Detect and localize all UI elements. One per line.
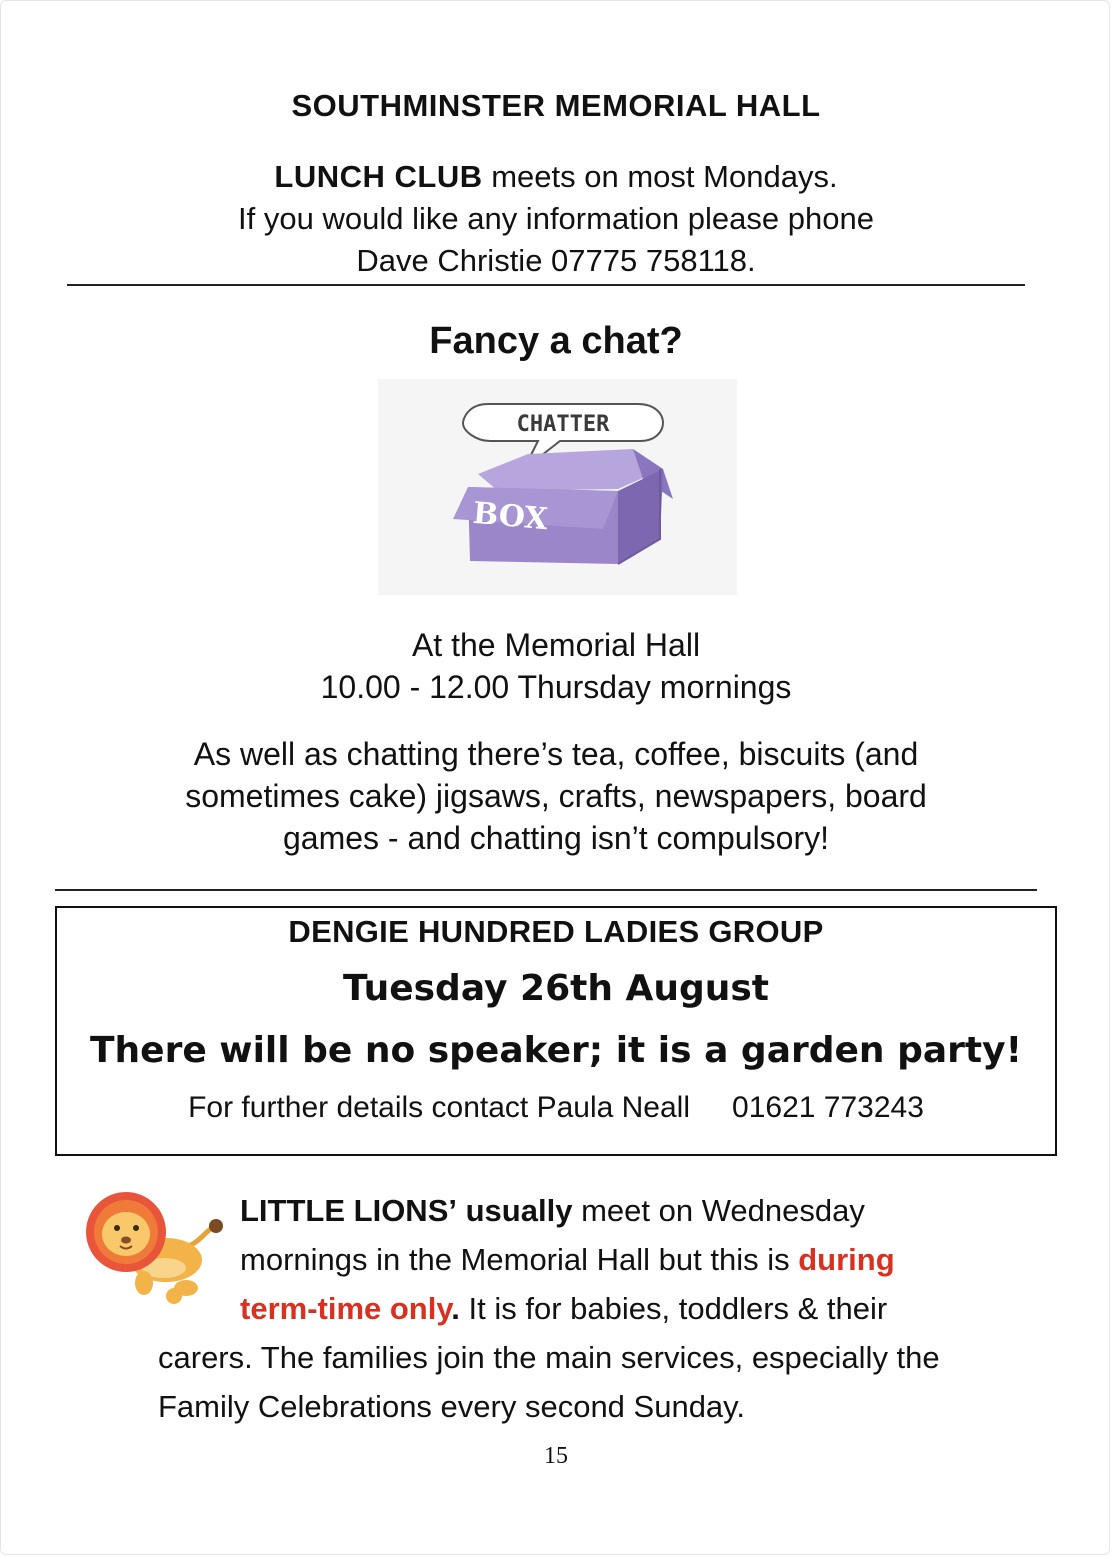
lion-nose xyxy=(121,1237,131,1244)
lunch-line-2: If you would like any information please phone xyxy=(238,201,874,236)
lions-dot: . xyxy=(451,1291,460,1326)
chatter-description xyxy=(0,733,1112,859)
lion-tail-tuft xyxy=(209,1219,223,1233)
lions-line-3 xyxy=(240,1284,887,1333)
lions-line-4: carers. The families join the main services, especially the xyxy=(158,1340,940,1375)
chatter-time: 10.00 - 12.00 Thursday mornings xyxy=(320,669,792,705)
contact-phone: 01621 773243 xyxy=(732,1091,924,1124)
contact-text: For further details contact Paula Neall xyxy=(188,1091,691,1124)
lunch-line-1 xyxy=(0,156,1112,198)
lions-term-time: term-time only xyxy=(240,1291,452,1326)
lion-leg-front xyxy=(135,1271,153,1295)
chatter-box-illustration xyxy=(378,379,737,595)
lions-name: LITTLE LIONS’ xyxy=(240,1193,457,1228)
page-number: 15 xyxy=(544,1443,568,1469)
lions-usually: usually xyxy=(465,1193,573,1228)
lions-during: during xyxy=(798,1242,895,1277)
bubble-text: CHATTER xyxy=(516,412,610,437)
divider-1 xyxy=(67,284,1025,286)
lions-line-2 xyxy=(240,1235,895,1284)
ladies-group-heading: DENGIE HUNDRED LADIES GROUP xyxy=(288,914,824,949)
lion-illustration xyxy=(74,1188,240,1312)
chatter-venue: At the Memorial Hall xyxy=(411,627,701,663)
lions-line-1-rest: meet on Wednesday xyxy=(572,1193,865,1228)
chatter-desc-line-2: sometimes cake) jigsaws, crafts, newspapers, board xyxy=(185,778,927,814)
lions-line-5: Family Celebrations every second Sunday. xyxy=(158,1389,745,1424)
lions-line-2-text: mornings in the Memorial Hall but this is xyxy=(240,1242,799,1277)
lion-icon xyxy=(74,1188,240,1312)
lion-eye-left xyxy=(114,1225,120,1231)
lunch-line-1-rest: meets on most Mondays. xyxy=(482,159,838,194)
chatter-desc-line-1: As well as chatting there’s tea, coffee, biscuits (and xyxy=(193,736,919,772)
divider-2 xyxy=(55,889,1037,891)
chatter-heading: Fancy a chat? xyxy=(429,320,683,362)
chatter-box-image xyxy=(378,379,737,595)
lions-line-1 xyxy=(240,1186,865,1235)
ladies-group-note: There will be no speaker; it is a garden party! xyxy=(90,1030,1022,1071)
chatter-desc-line-3: games - and chatting isn’t compulsory! xyxy=(282,820,830,856)
chatter-details xyxy=(0,624,1112,708)
lunch-club-name: LUNCH CLUB xyxy=(274,159,483,194)
box-text: BOX xyxy=(471,495,549,538)
lunch-club-info xyxy=(0,156,1112,282)
lunch-line-3: Dave Christie 07775 758118. xyxy=(356,243,756,278)
lion-eye-right xyxy=(133,1225,139,1231)
ladies-group-contact xyxy=(0,1091,1112,1125)
lion-leg-back-2 xyxy=(166,1288,182,1304)
ladies-group-date: Tuesday 26th August xyxy=(342,968,770,1009)
lions-line-3-rest: It is for babies, toddlers & their xyxy=(459,1291,888,1326)
lunch-heading: SOUTHMINSTER MEMORIAL HALL xyxy=(291,88,821,123)
